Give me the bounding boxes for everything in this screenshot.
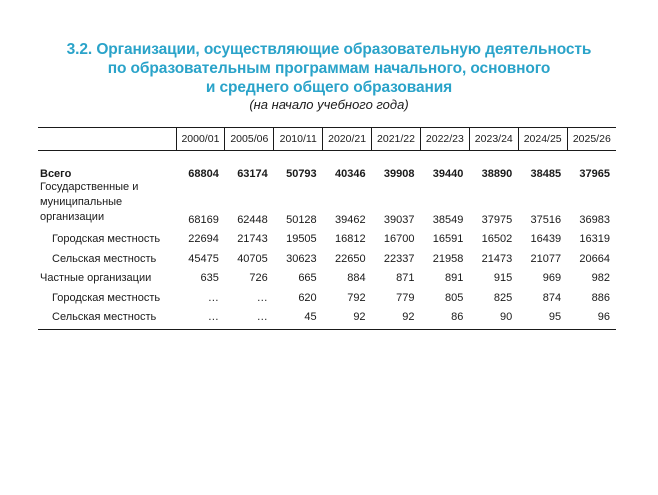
table-cell: 915 xyxy=(493,272,513,284)
row-label: Сельская местность xyxy=(52,252,157,265)
table-header-row xyxy=(38,128,616,151)
table-row-state-municipal xyxy=(38,180,616,226)
table-cell: 30623 xyxy=(286,252,317,265)
table-row-total xyxy=(38,160,616,180)
table-cell: 45 xyxy=(304,311,317,323)
column-header: 2023/24 xyxy=(469,128,518,151)
column-header: 2024/25 xyxy=(518,128,567,151)
table-cell: 884 xyxy=(347,272,366,284)
table-cell: 871 xyxy=(396,272,415,284)
table-cell: 891 xyxy=(444,272,464,284)
row-label: Городская местность xyxy=(52,291,161,304)
table-cell: 50128 xyxy=(286,213,317,226)
table-cell: 19505 xyxy=(286,233,317,245)
table-cell: … xyxy=(207,311,219,323)
table-cell: 886 xyxy=(591,291,611,304)
table-cell: 21473 xyxy=(481,252,513,265)
table-cell: 16439 xyxy=(530,233,562,245)
table-cell: 22650 xyxy=(334,252,366,265)
table-cell: 62448 xyxy=(237,213,268,226)
table-cell: 96 xyxy=(597,311,611,323)
table-cell: 39462 xyxy=(334,213,366,226)
column-header: 2025/26 xyxy=(567,128,616,151)
table-cell: 16591 xyxy=(432,233,464,245)
row-label: Государственные и муниципальные организации xyxy=(40,180,139,223)
table-cell: 21743 xyxy=(237,233,268,245)
table-cell: 38549 xyxy=(432,213,464,226)
table-cell: 63174 xyxy=(237,167,268,180)
table-cell: 20664 xyxy=(579,252,611,265)
table-cell: … xyxy=(256,311,268,323)
table-cell: 37975 xyxy=(481,213,513,226)
row-label: Частные организации xyxy=(40,272,152,284)
table-subtitle: (на начало учебного года) xyxy=(249,97,409,112)
table-cell: 16812 xyxy=(334,233,366,245)
table-cell: 16502 xyxy=(481,233,513,245)
column-header: 2010/11 xyxy=(274,128,323,151)
table-cell: 16700 xyxy=(383,233,415,245)
table-cell: 68804 xyxy=(188,167,219,180)
table-row-private-rural xyxy=(38,304,616,330)
title-block xyxy=(0,40,658,113)
table-cell: 40346 xyxy=(334,167,366,180)
statistics-table xyxy=(38,127,616,330)
table-cell: 779 xyxy=(396,291,415,304)
header-label-cell xyxy=(38,128,176,151)
table-cell: 38485 xyxy=(530,167,562,180)
table-title-line-2: по образовательным программам начального, основного xyxy=(107,60,551,77)
table-cell: 45475 xyxy=(188,252,219,265)
table-title-line-1: 3.2. Организации, осуществляющие образовательную деятельность xyxy=(66,41,592,58)
table-row-state-urban xyxy=(38,226,616,246)
table-cell: 92 xyxy=(402,311,415,323)
table-cell: 68169 xyxy=(188,213,219,226)
table-cell: 969 xyxy=(542,272,562,284)
table-cell: 50793 xyxy=(286,167,317,180)
row-label: Всего xyxy=(40,167,72,180)
table-cell: 39908 xyxy=(383,167,415,180)
column-header: 2022/23 xyxy=(420,128,469,151)
table-cell: 665 xyxy=(298,272,317,284)
table-row-private-urban xyxy=(38,284,616,304)
table-cell: … xyxy=(256,291,268,304)
table-cell: 38890 xyxy=(481,167,513,180)
row-label: Городская местность xyxy=(52,233,161,245)
table-cell: 39037 xyxy=(383,213,415,226)
table-cell: 92 xyxy=(353,311,366,323)
table-cell: 37965 xyxy=(579,167,611,180)
table-cell: 825 xyxy=(493,291,513,304)
table-cell: 16319 xyxy=(579,233,611,245)
table-cell: 982 xyxy=(591,272,611,284)
table-cell: 39440 xyxy=(432,167,464,180)
table-row-state-rural xyxy=(38,245,616,265)
table-cell: 21958 xyxy=(432,252,464,265)
column-header: 2000/01 xyxy=(176,128,225,151)
column-header: 2005/06 xyxy=(225,128,274,151)
table-cell: 22337 xyxy=(383,252,415,265)
table-cell: 726 xyxy=(249,272,268,284)
table-title-line-3: и среднего общего образования xyxy=(205,79,453,96)
table-cell: 86 xyxy=(451,311,464,323)
table-cell: 90 xyxy=(499,311,513,323)
table-cell: 36983 xyxy=(579,213,611,226)
table-cell: 874 xyxy=(542,291,562,304)
table-cell: 805 xyxy=(444,291,464,304)
column-header: 2020/21 xyxy=(323,128,372,151)
table-spacer-row xyxy=(38,151,616,161)
table-cell: 620 xyxy=(298,291,317,304)
table-row-private xyxy=(38,265,616,285)
table-cell: 635 xyxy=(200,272,219,284)
table-cell: 22694 xyxy=(188,233,219,245)
row-label: Сельская местность xyxy=(52,311,157,323)
table-cell: 21077 xyxy=(530,252,562,265)
table-cell: 37516 xyxy=(530,213,562,226)
table-cell: 40705 xyxy=(237,252,268,265)
table-cell: … xyxy=(207,291,219,304)
column-header: 2021/22 xyxy=(372,128,421,151)
table-cell: 792 xyxy=(347,291,366,304)
table-cell: 95 xyxy=(548,311,562,323)
